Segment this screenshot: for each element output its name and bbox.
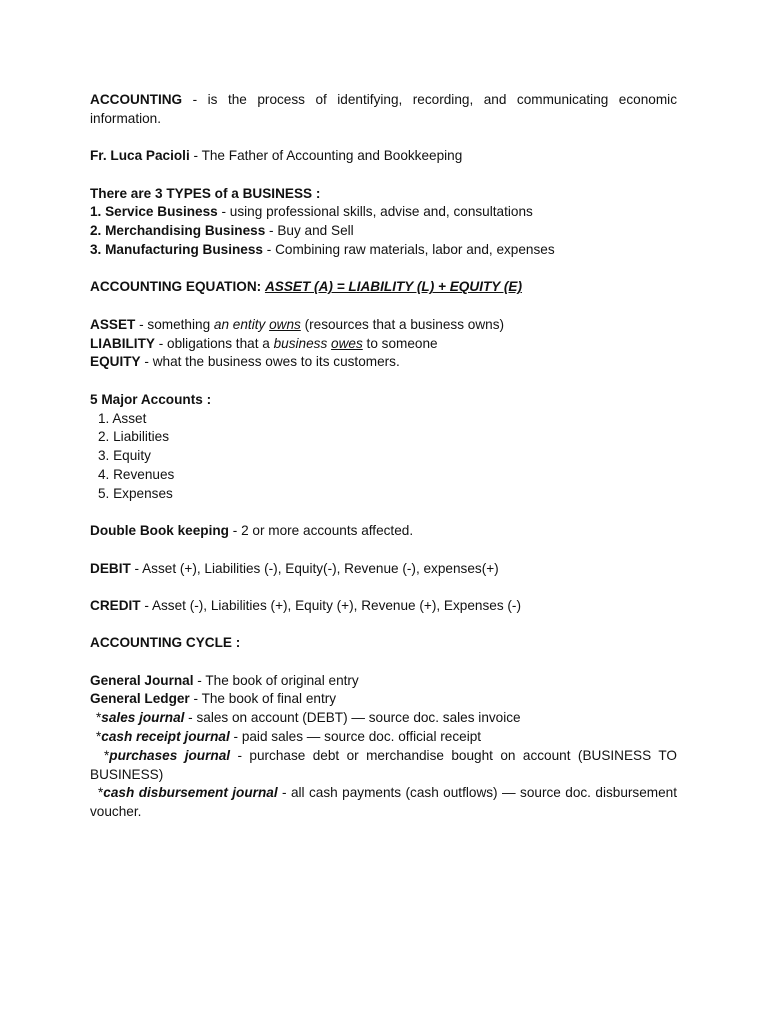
list-item: 4. Revenues	[98, 466, 175, 482]
special-journal-item: *purchases journal - purchase debt or merchandise bought on account (BUSINESS TO BUSINESS)	[90, 747, 677, 782]
major-accounts-list	[90, 410, 677, 504]
asset-definition: ASSET - something an entity owns (resources that a business owns)	[90, 316, 505, 332]
business-type-item: 2. Merchandising Business - Buy and Sell	[90, 223, 354, 239]
list-item: 2. Liabilities	[98, 429, 170, 445]
general-ledger: General Ledger - The book of final entry	[90, 691, 337, 707]
business-type-item: 1. Service Business - using professional skills, advise and, consultations	[90, 204, 533, 220]
business-types-heading: There are 3 TYPES of a BUSINESS :	[90, 185, 321, 201]
equity-definition: EQUITY - what the business owes to its customers.	[90, 354, 400, 370]
accounting-definition-text: - is the process of identifying, recording, and communicating economic information.	[90, 92, 677, 126]
major-accounts-heading: 5 Major Accounts :	[90, 391, 212, 407]
accounting-term: ACCOUNTING	[90, 92, 183, 107]
accounting-cycle-heading: ACCOUNTING CYCLE :	[90, 635, 241, 651]
list-item: 5. Expenses	[98, 485, 173, 501]
father-name: Fr. Luca Pacioli	[90, 148, 190, 164]
father-text: - The Father of Accounting and Bookkeeping	[189, 148, 463, 164]
debit-rule: DEBIT - Asset (+), Liabilities (-), Equity(-), Revenue (-), expenses(+)	[90, 560, 499, 576]
equation-label: ACCOUNTING EQUATION:	[90, 279, 265, 295]
accounting-equation	[90, 278, 677, 297]
list-item: 1. Asset	[98, 410, 147, 426]
business-type-item: 3. Manufacturing Business - Combining raw materials, labor and, expenses	[90, 241, 555, 257]
equation-formula: ASSET (A) = LIABILITY (L) + EQUITY (E)	[264, 279, 522, 295]
father-of-accounting	[90, 147, 677, 166]
liability-definition: LIABILITY - obligations that a business owes to someone	[90, 335, 438, 351]
general-journal: General Journal - The book of original entry	[90, 672, 359, 688]
special-journal-item: *sales journal - sales on account (DEBT) — source doc. sales invoice	[96, 710, 521, 726]
credit-rule: CREDIT - Asset (-), Liabilities (+), Equity (+), Revenue (+), Expenses (-)	[90, 597, 521, 613]
double-entry: Double Book keeping - 2 or more accounts affected.	[90, 523, 414, 539]
special-journal-item: *cash receipt journal - paid sales — source doc. official receipt	[96, 729, 482, 745]
special-journal-item: *cash disbursement journal - all cash payments (cash outflows) — source doc. disbursement voucher.	[90, 785, 677, 820]
list-item: 3. Equity	[98, 448, 151, 464]
accounting-definition	[90, 91, 677, 129]
document-content	[90, 91, 677, 822]
